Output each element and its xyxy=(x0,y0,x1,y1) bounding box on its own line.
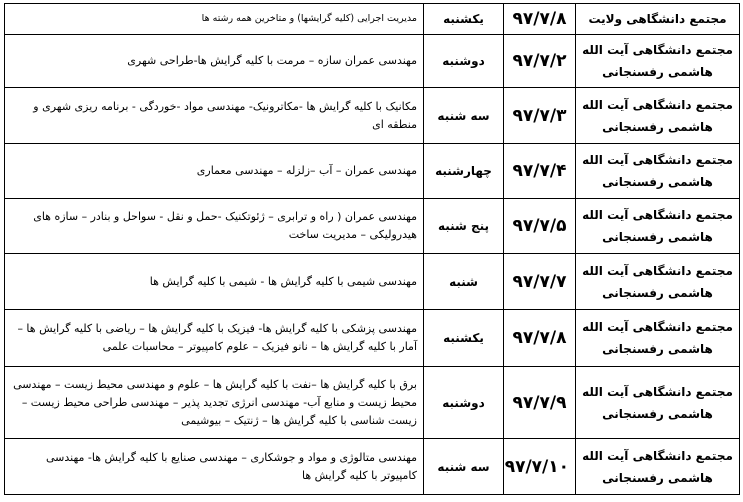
date-cell: ۹۷/۷/۸ xyxy=(504,4,576,35)
date-cell: ۹۷/۷/۱۰ xyxy=(504,439,576,495)
majors-cell: مهندسی شیمی با کلیه گرایش ها - شیمی با کلیه گرایش ها xyxy=(5,254,424,310)
majors-cell: مهندسی پزشکی با کلیه گرایش ها- فیزیک با کلیه گرایش ها – ریاضی با کلیه گرایش ها – آمار با کلیه گرایش ها – نانو فیزیک – علوم کامپیوتر – محاسبات علمی xyxy=(5,310,424,367)
venue-cell: مجتمع دانشگاهی آیت الله هاشمی رفسنجانی xyxy=(576,367,740,439)
table-row xyxy=(5,144,740,199)
venue-cell: مجتمع دانشگاهی آیت الله هاشمی رفسنجانی xyxy=(576,254,740,310)
venue-cell: مجتمع دانشگاهی آیت الله هاشمی رفسنجانی xyxy=(576,35,740,88)
venue-cell: مجتمع دانشگاهی آیت الله هاشمی رفسنجانی xyxy=(576,88,740,144)
day-cell: شنبه xyxy=(424,254,504,310)
table-row xyxy=(5,254,740,310)
date-cell: ۹۷/۷/۴ xyxy=(504,144,576,199)
table-row xyxy=(5,4,740,35)
day-cell: پنج شنبه xyxy=(424,199,504,254)
day-cell: سه شنبه xyxy=(424,439,504,495)
schedule-body xyxy=(5,4,740,495)
date-cell: ۹۷/۷/۸ xyxy=(504,310,576,367)
day-cell: چهارشنبه xyxy=(424,144,504,199)
day-cell: دوشنبه xyxy=(424,367,504,439)
date-cell: ۹۷/۷/۳ xyxy=(504,88,576,144)
day-cell: سه شنبه xyxy=(424,88,504,144)
venue-cell: مجتمع دانشگاهی ولایت xyxy=(576,4,740,35)
date-cell: ۹۷/۷/۹ xyxy=(504,367,576,439)
exam-schedule-table xyxy=(4,3,740,495)
date-cell: ۹۷/۷/۲ xyxy=(504,35,576,88)
majors-cell: مهندسی عمران ( راه و ترابری – ژئوتکنیک -حمل و نقل - سواحل و بنادر – سازه های هیدرولیکی – مدیریت ساخت xyxy=(5,199,424,254)
table-row xyxy=(5,439,740,495)
venue-cell: مجتمع دانشگاهی آیت الله هاشمی رفسنجانی xyxy=(576,439,740,495)
table-row xyxy=(5,88,740,144)
day-cell: دوشنبه xyxy=(424,35,504,88)
majors-cell: مهندسی متالوژی و مواد و جوشکاری – مهندسی صنایع با کلیه گرایش ها- مهندسی کامپیوتر با کلیه گرایش ها xyxy=(5,439,424,495)
majors-cell: مهندسی عمران – آب –زلزله – مهندسی معماری xyxy=(5,144,424,199)
date-cell: ۹۷/۷/۷ xyxy=(504,254,576,310)
table-row xyxy=(5,199,740,254)
majors-cell: مدیریت اجرایی (کلیه گرایشها) و متاخرین همه رشته ها xyxy=(5,4,424,35)
day-cell: یکشنبه xyxy=(424,4,504,35)
table-row xyxy=(5,310,740,367)
venue-cell: مجتمع دانشگاهی آیت الله هاشمی رفسنجانی xyxy=(576,144,740,199)
majors-cell: مهندسی عمران سازه – مرمت با کلیه گرایش ها-طراحی شهری xyxy=(5,35,424,88)
day-cell: یکشنبه xyxy=(424,310,504,367)
table-row xyxy=(5,367,740,439)
majors-cell: مکانیک با کلیه گرایش ها -مکاترونیک- مهندسی مواد -خوردگی - برنامه ریزی شهری و منطقه ای xyxy=(5,88,424,144)
majors-cell: برق با کلیه گرایش ها –نفت با کلیه گرایش ها – علوم و مهندسی محیط زیست – مهندسی محیط زیست و منابع آب- مهندسی انرژی تجدید پذیر – مهندسی طراحی محیط زیست – زیست شناسی با کلیه گرایش ها – ژنتیک – بیوشیمی xyxy=(5,367,424,439)
venue-cell: مجتمع دانشگاهی آیت الله هاشمی رفسنجانی xyxy=(576,310,740,367)
date-cell: ۹۷/۷/۵ xyxy=(504,199,576,254)
table-row xyxy=(5,35,740,88)
venue-cell: مجتمع دانشگاهی آیت الله هاشمی رفسنجانی xyxy=(576,199,740,254)
